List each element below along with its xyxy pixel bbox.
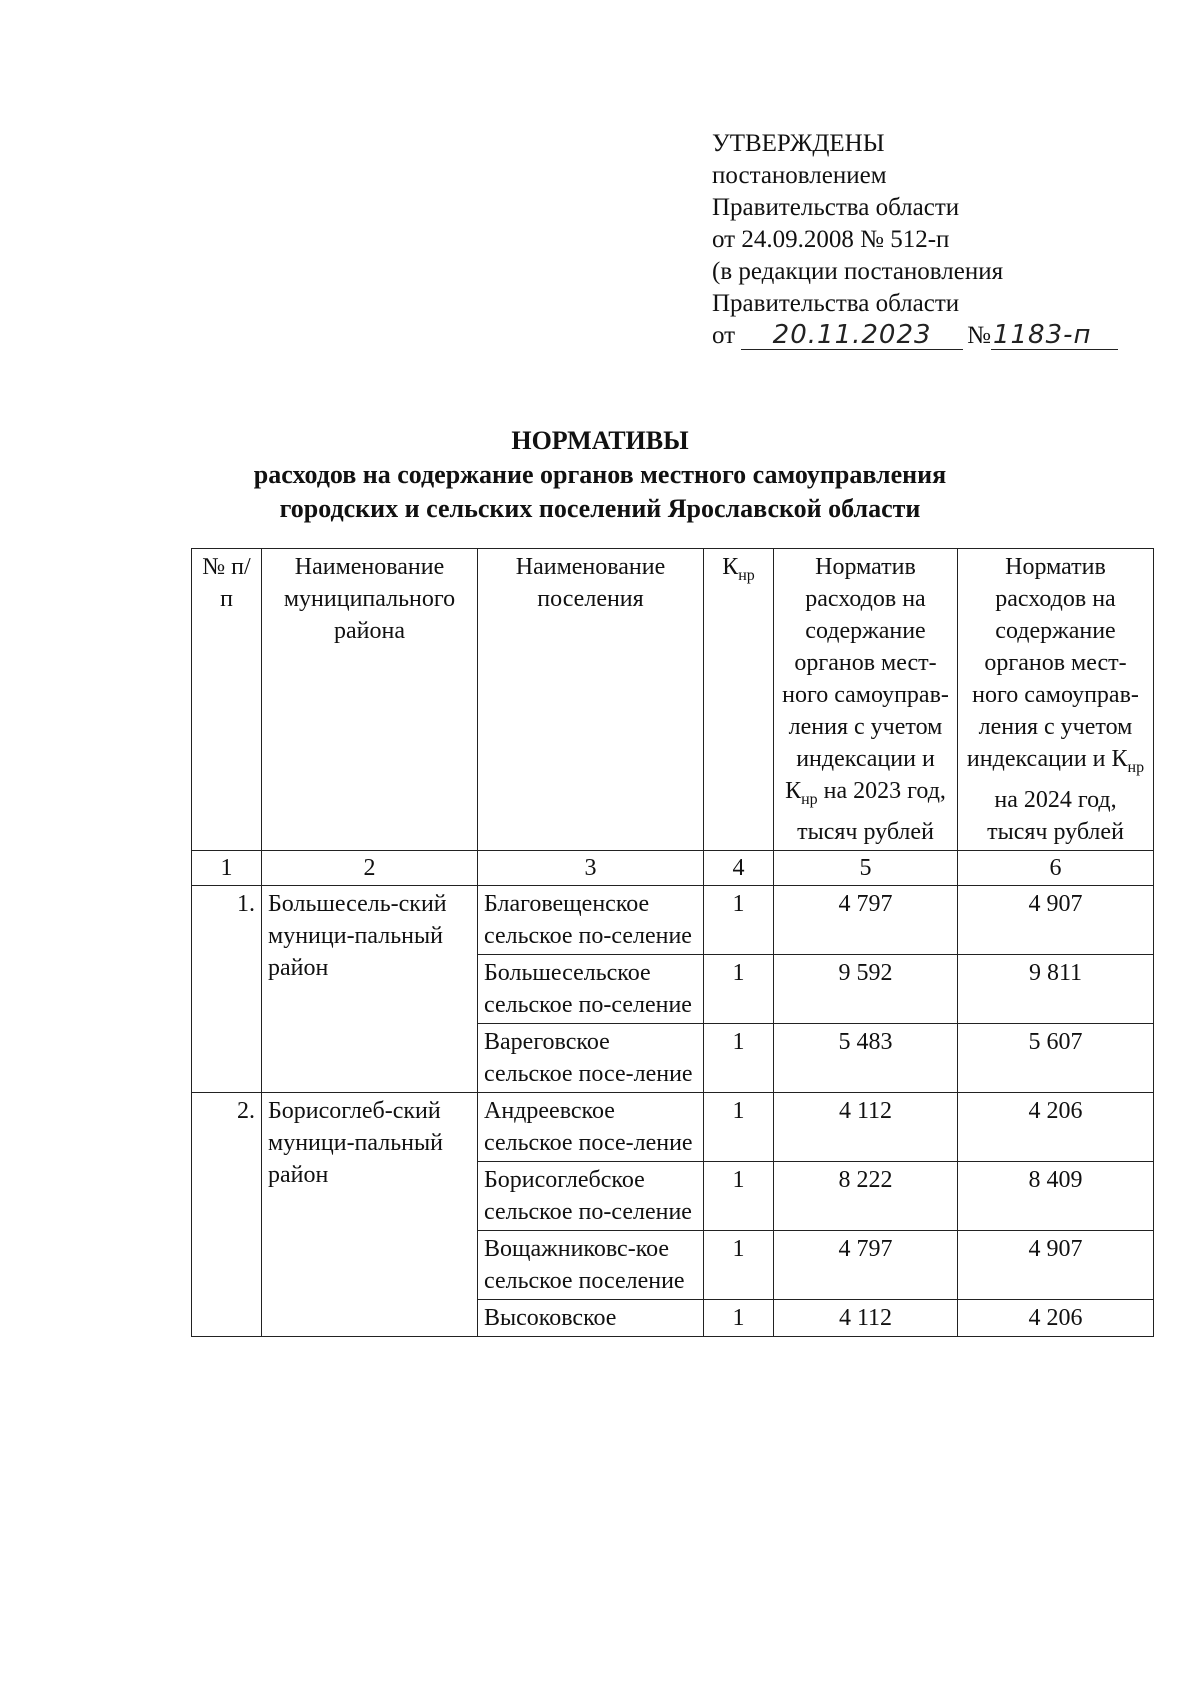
column-numbers-row: [192, 850, 1154, 885]
handwritten-number: 1183-п: [991, 321, 1118, 350]
settlement-name: Вареговское сельское посе-ление: [478, 1023, 704, 1092]
settlement-name: Благовещенское сельское по-селение: [478, 885, 704, 954]
table-row: [192, 885, 1154, 954]
approval-line-government: Правительства области: [712, 194, 960, 221]
district-num: 1.: [192, 885, 262, 1092]
header-norm-2024: [958, 549, 1154, 851]
header-num: № п/п: [192, 549, 262, 851]
table-header-row: [192, 549, 1154, 851]
norm-2024-value: 4 907: [958, 1230, 1154, 1299]
approval-line-government-2: Правительства области: [712, 290, 960, 317]
date-prefix: от: [712, 322, 736, 349]
header-norm-2024-suffix: на 2024 год, тысяч рублей: [987, 786, 1124, 845]
norm-2024-value: 5 607: [958, 1023, 1154, 1092]
norm-2023-value: 8 222: [774, 1161, 958, 1230]
norm-2024-value: 4 206: [958, 1092, 1154, 1161]
norm-2023-value: 4 797: [774, 885, 958, 954]
norm-2023-value: 4 797: [774, 1230, 958, 1299]
header-norm-2023-suffix: на 2023 год, тысяч рублей: [797, 778, 946, 845]
district-name: Борисоглеб-ский муници-пальный район: [262, 1092, 478, 1336]
document-subtitle-line-2: городских и сельских поселений Ярославской области: [279, 494, 921, 523]
k-value: 1: [704, 1092, 774, 1161]
district-name: Большесель-ский муници-пальный район: [262, 885, 478, 1092]
column-number: 3: [478, 850, 704, 885]
norm-2023-value: 5 483: [774, 1023, 958, 1092]
norm-2023-value: 4 112: [774, 1092, 958, 1161]
approval-stamp-block: [712, 128, 1118, 352]
district-num: 2.: [192, 1092, 262, 1336]
norms-table: [191, 548, 1154, 1337]
approval-line-amendment-date: [712, 320, 1118, 352]
header-norm-2023: [774, 549, 958, 851]
header-norm-2024-sub: нр: [1127, 758, 1145, 776]
approval-line-approved: УТВЕРЖДЕНЫ: [712, 130, 885, 157]
k-value: 1: [704, 1023, 774, 1092]
header-norm-2024-prefix: Норматив расходов на содержание органов мест-ного самоуправ-ления с учетом индексации и К: [966, 554, 1139, 772]
norm-2024-value: 8 409: [958, 1161, 1154, 1230]
header-k: [704, 549, 774, 851]
number-prefix: №: [967, 322, 991, 349]
settlement-name: Андреевское сельское посе-ление: [478, 1092, 704, 1161]
approval-line-amendment: (в редакции постановления: [712, 258, 1004, 285]
approval-line-original-date: от 24.09.2008 № 512-п: [712, 226, 950, 253]
header-settlement: Наименование поселения: [478, 549, 704, 851]
norm-2024-value: 9 811: [958, 954, 1154, 1023]
header-district: Наименование муниципального района: [262, 549, 478, 851]
document-subtitle-line-1: расходов на содержание органов местного самоуправления: [253, 460, 947, 489]
k-value: 1: [704, 954, 774, 1023]
norm-2023-value: 4 112: [774, 1299, 958, 1336]
column-number: 5: [774, 850, 958, 885]
norm-2024-value: 4 206: [958, 1299, 1154, 1336]
settlement-name: Вощажниковс-кое сельское поселение: [478, 1230, 704, 1299]
approval-line-resolution: постановлением: [712, 162, 887, 189]
header-k-base: К: [722, 554, 739, 580]
k-value: 1: [704, 1230, 774, 1299]
settlement-name: Высоковское: [478, 1299, 704, 1336]
column-number: 6: [958, 850, 1154, 885]
document-title-block: [0, 424, 1200, 526]
k-value: 1: [704, 1161, 774, 1230]
document-title: НОРМАТИВЫ: [511, 426, 689, 455]
k-value: 1: [704, 885, 774, 954]
norm-2023-value: 9 592: [774, 954, 958, 1023]
k-value: 1: [704, 1299, 774, 1336]
table-row: [192, 1092, 1154, 1161]
column-number: 4: [704, 850, 774, 885]
norm-2024-value: 4 907: [958, 885, 1154, 954]
column-number: 1: [192, 850, 262, 885]
header-k-sub: нр: [738, 566, 755, 584]
handwritten-date: 20.11.2023: [741, 321, 963, 350]
settlement-name: Большесельское сельское по-селение: [478, 954, 704, 1023]
header-norm-2023-sub: нр: [801, 790, 818, 808]
column-number: 2: [262, 850, 478, 885]
header-norm-2023-prefix: Норматив расходов на содержание органов мест-ного самоуправ-ления с учетом индексации и К: [782, 554, 949, 804]
settlement-name: Борисоглебское сельское по-селение: [478, 1161, 704, 1230]
